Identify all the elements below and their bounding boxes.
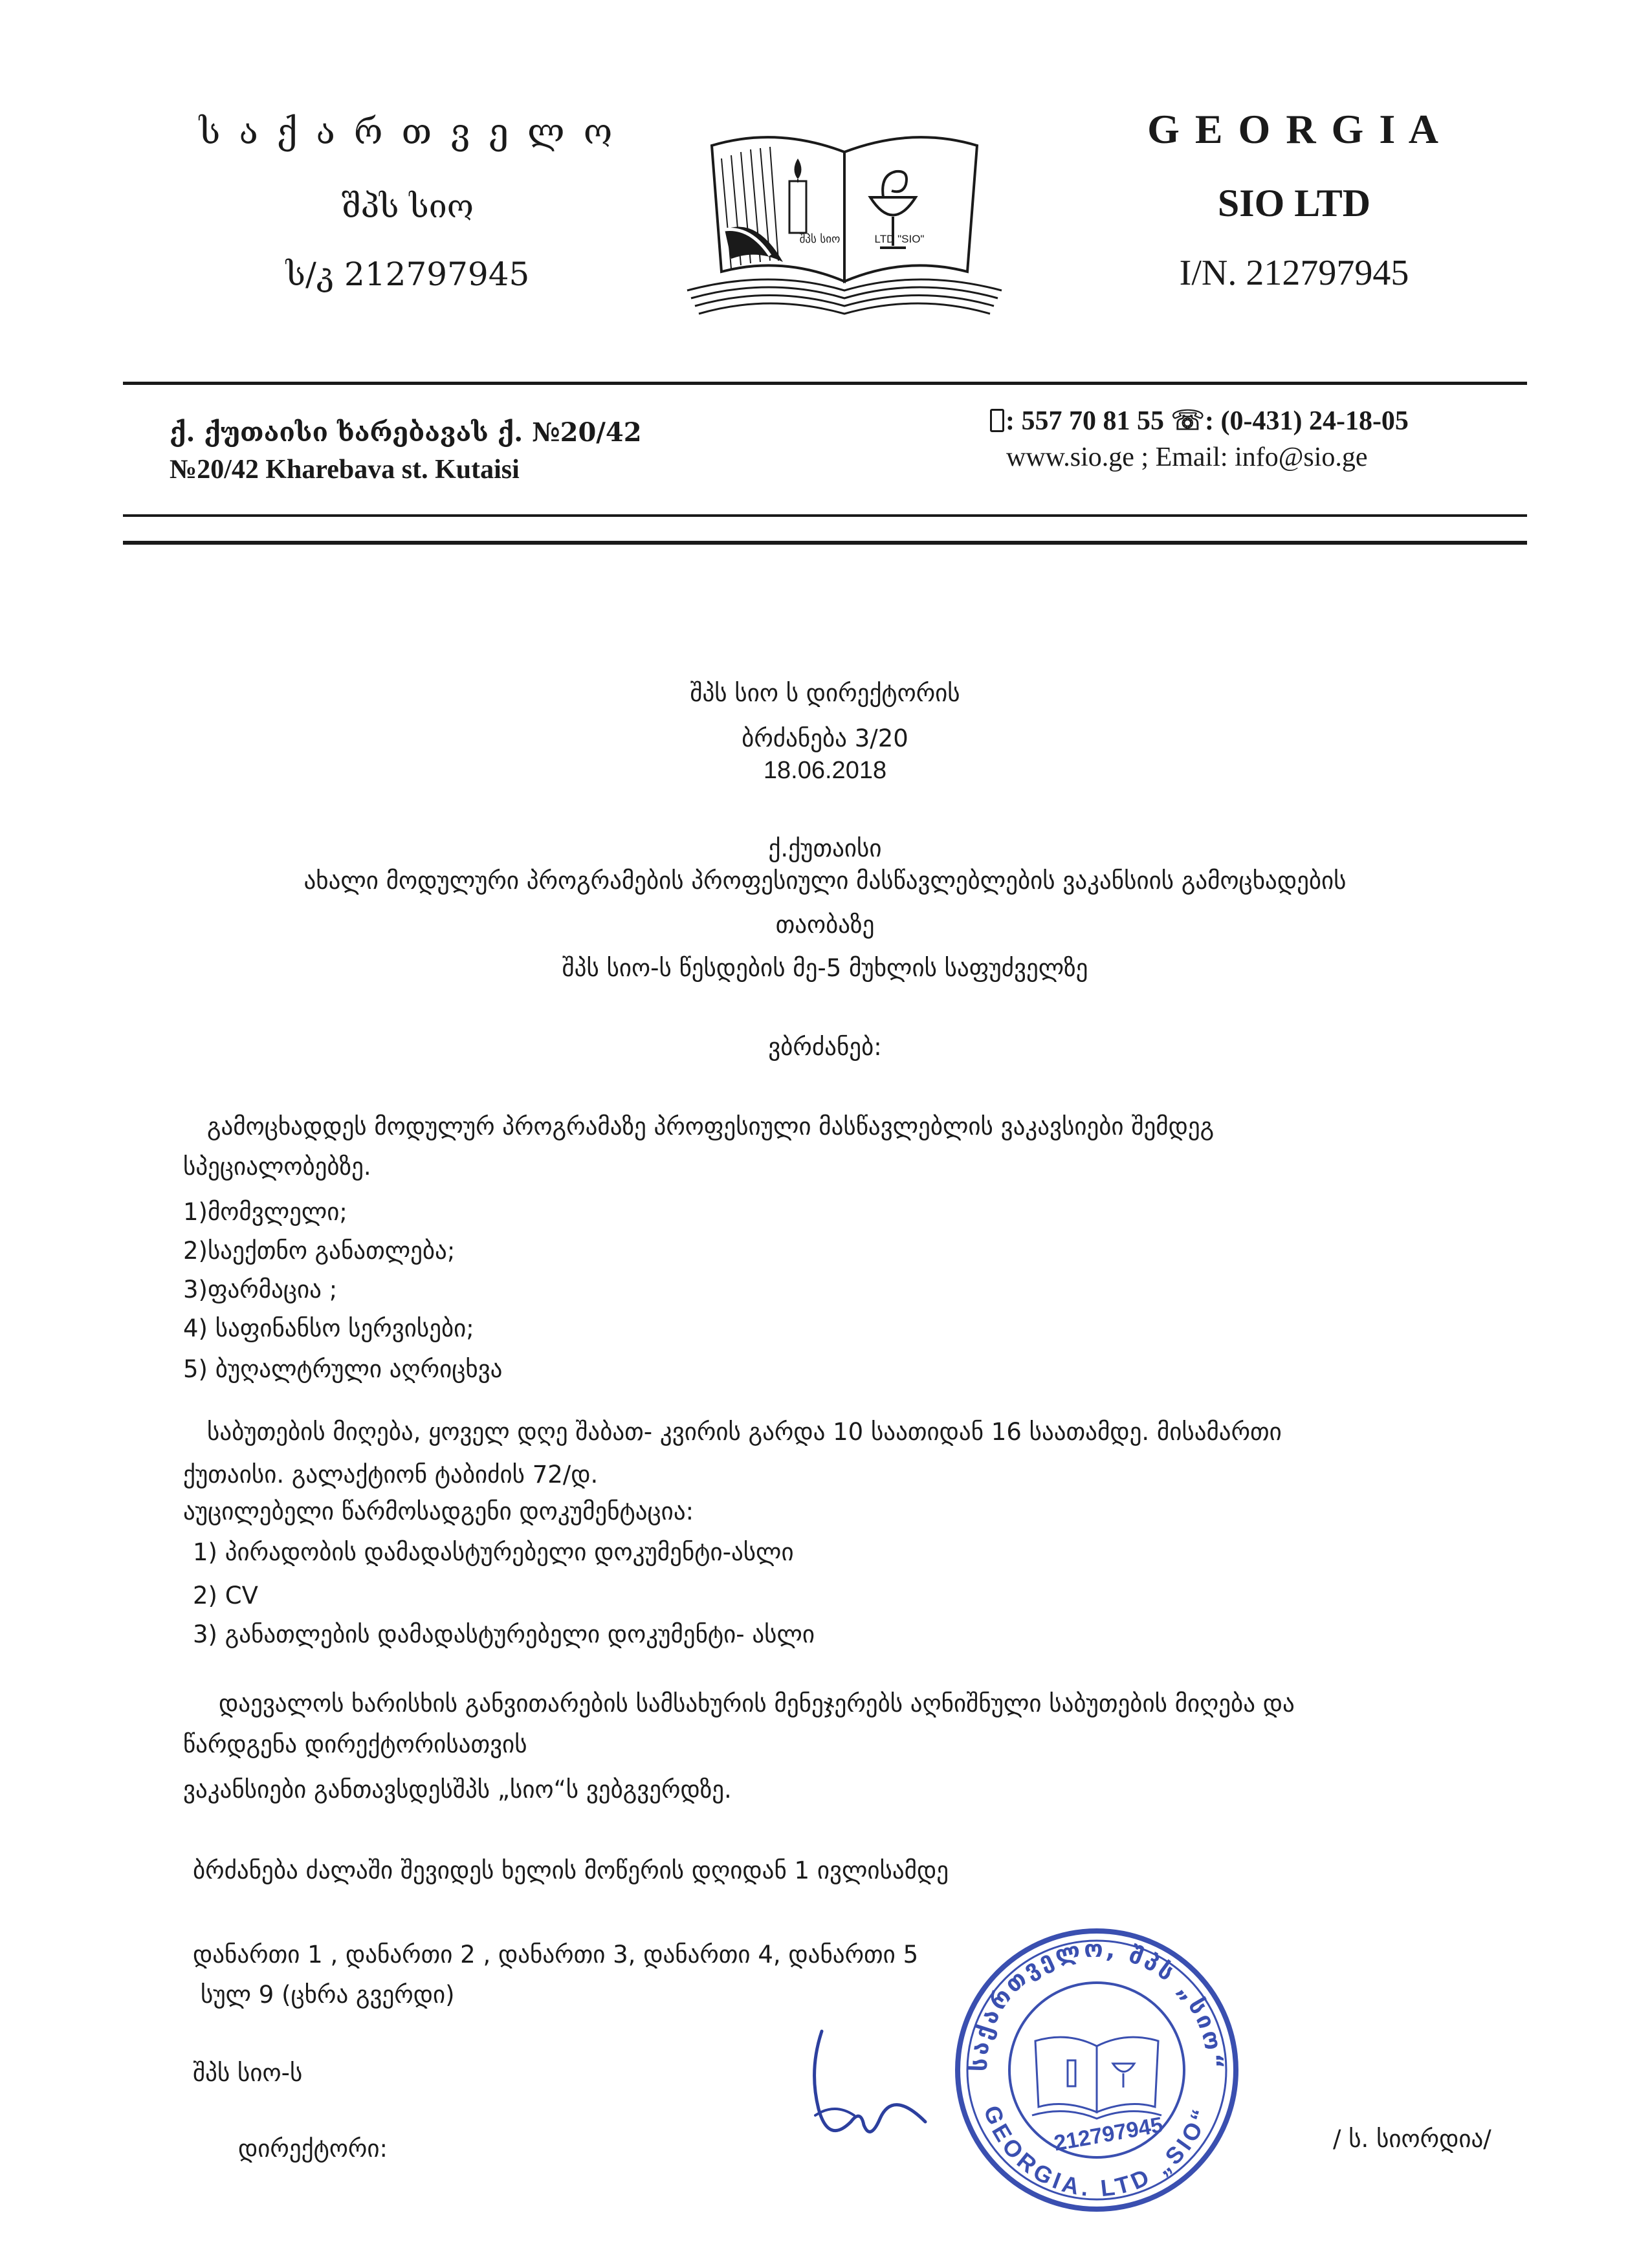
documents-line-1: საბუთების მიღება, ყოველ დღე შაბათ- კვირის გარდა 10 საათიდან 16 საათამდე. მისამართი (207, 1418, 1282, 1446)
handwritten-signature (796, 2012, 945, 2154)
order-decree: ვბრძანებ: (768, 1033, 882, 1061)
address-english: №20/42 Kharebava st. Kutaisi (170, 455, 520, 485)
address-georgian: ქ. ქუთაისი ხარებავას ქ. №20/42 (170, 417, 642, 448)
sign-title: დირექტორი: (238, 2135, 388, 2163)
svg-text:GEORGIA. LTD „SIO“ (979, 2102, 1215, 2201)
order-subject-line-2: თაობაზე (775, 911, 875, 939)
specialty-item: 5) ბუღალტრული აღრიცხვა (183, 1355, 503, 1383)
documents-line-2: ქუთაისი. გალაქტიონ ტაბიძის 72/დ. (183, 1461, 599, 1488)
contact-phone-line: : 557 70 81 55 ☏: (0-431) 24-18-05 (990, 404, 1409, 437)
effective-date: ბრძანება ძალაში შევიდეს ხელის მოწერის დღიდან 1 ივლისამდე (193, 1857, 949, 1884)
header-company-georgian: შპს სიო (341, 188, 474, 225)
specialty-item: 2)საექთნო განათლება; (183, 1237, 456, 1265)
company-stamp (941, 1918, 1252, 2216)
header-id-english: I/N. 212797945 (1179, 253, 1409, 293)
specialty-item: 4) საფინანსო სერვისები; (183, 1314, 474, 1342)
header-id-georgian: ს/კ 212797945 (285, 256, 530, 293)
logo-right-text: LTD "SIO" (874, 233, 925, 245)
specialty-item: 1)მომვლელი; (183, 1198, 347, 1226)
duty-line-1: დაევალოს ხარისხის განვითარების სამსახურის მენეჯერებს აღნიშნული საბუთების მიღება და (219, 1690, 1295, 1717)
sign-name: / ს. სიორდია/ (1333, 2125, 1491, 2153)
contact-web-line: www.sio.ge ; Email: info@sio.ge (1006, 442, 1368, 472)
duty-line-3: ვაკანსიები განთავსდესშპს „სიო“ს ვებგვერდზე. (183, 1776, 732, 1804)
stamp-book-icon (1032, 2037, 1161, 2119)
order-subject-line-3: შპს სიო-ს წესდების მე-5 მუხლის საფუძველზე (562, 954, 1088, 982)
required-doc-item: 1) პირადობის დამადასტურებელი დოკუმენტი-ასლი (193, 1538, 794, 1566)
logo-left-text: შპს სიო (799, 233, 841, 246)
stamp-top-text: საქართველო, შპს „სიო“ (965, 1935, 1228, 2072)
header-divider-top (123, 382, 1527, 385)
required-doc-item: 3) განათლების დამადასტურებელი დოკუმენტი- ასლი (193, 1620, 815, 1648)
intro-line-2: სპეციალობებზე. (183, 1153, 371, 1181)
stamp-number: 212797945 (1051, 2112, 1165, 2156)
header-country-english: G E O R G I A (1147, 106, 1441, 152)
total-pages: სულ 9 (ცხრა გვერდი) (201, 1981, 455, 2009)
intro-line-1: გამოცხადდეს მოდულურ პროგრამაზე პროფესიული მასწავლებლის ვაკავსიები შემდეგ (207, 1113, 1215, 1140)
order-date: 18.06.2018 (763, 757, 887, 784)
required-doc-item: 2) CV (193, 1582, 258, 1609)
header-divider-middle (123, 514, 1527, 517)
order-subject-line-1: ახალი მოდულური პროგრამების პროფესიული მასწავლებლების ვაკანსიის გამოცხადების (303, 867, 1347, 895)
duty-line-2: წარდგენა დირექტორისათვის (183, 1730, 527, 1758)
sign-company: შპს სიო-ს (193, 2059, 303, 2087)
candle-icon (789, 181, 806, 233)
order-number: ბრძანება 3/20 (742, 725, 908, 752)
book-logo (686, 120, 1003, 327)
mobile-phone-icon (990, 409, 1004, 432)
order-city: ქ.ქუთაისი (768, 834, 882, 862)
header-divider-bottom (123, 541, 1527, 545)
documents-line-3: აუცილებელი წარმოსადგენი დოკუმენტაცია: (183, 1498, 694, 1525)
specialty-item: 3)ფარმაცია ; (183, 1276, 338, 1303)
order-issuer: შპს სიო ს დირექტორის (690, 679, 960, 707)
attachments-list: დანართი 1 , დანართი 2 , დანართი 3, დანართი 4, დანართი 5 (193, 1941, 919, 1968)
header-country-georgian: ს ა ქ ა რ თ ვ ე ლ ო (199, 111, 617, 152)
stamp-bottom-text: GEORGIA. LTD „SIO“ (978, 2102, 1215, 2202)
header-company-english: SIO LTD (1217, 182, 1371, 224)
